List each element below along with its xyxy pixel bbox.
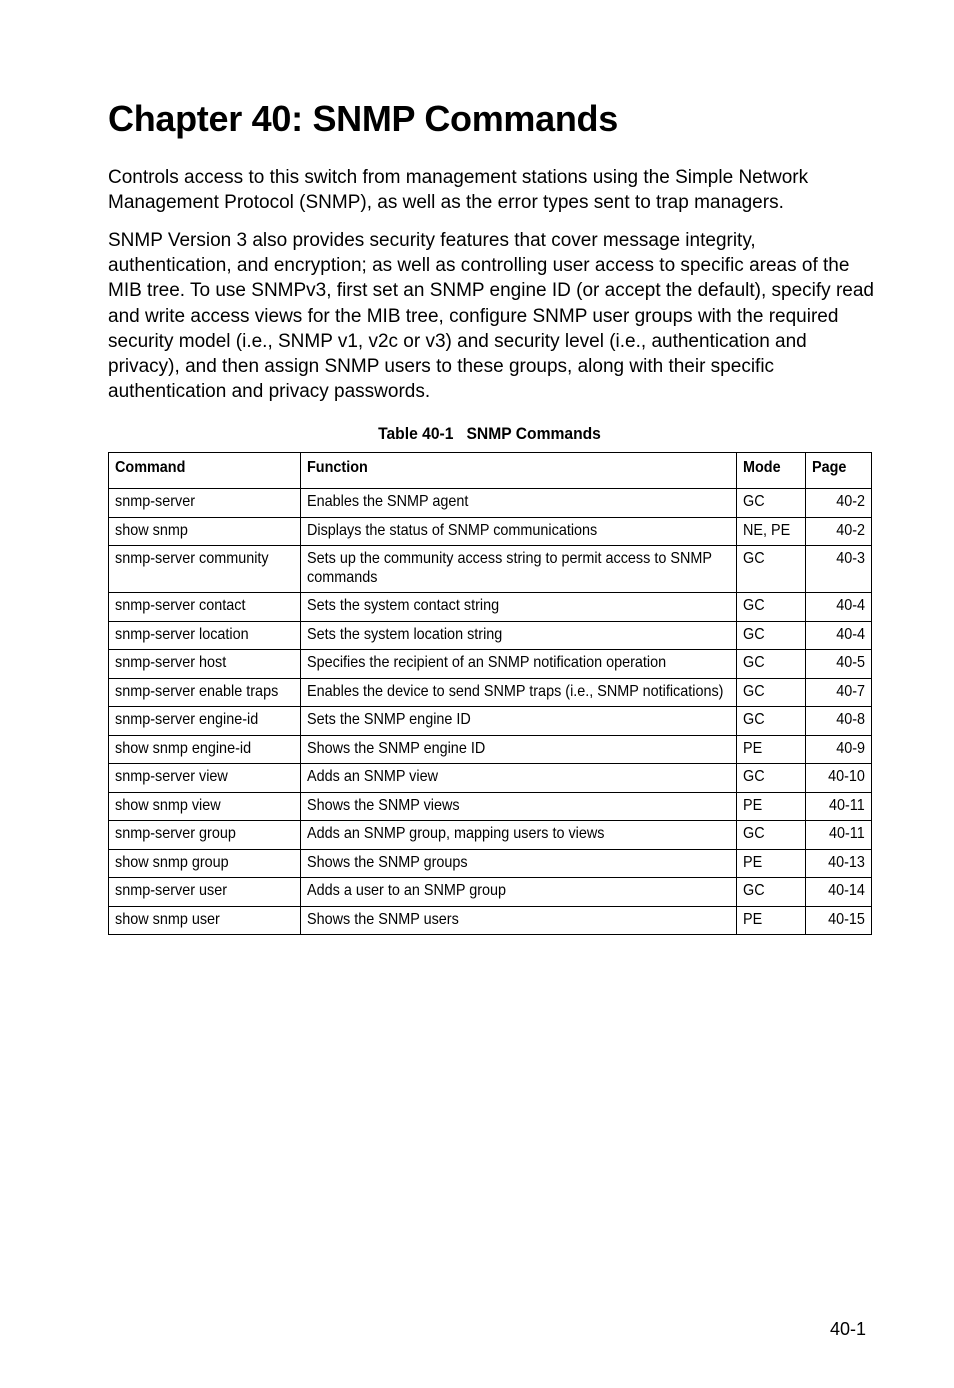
page-number: 40-1	[829, 1319, 866, 1339]
cell-mode: GC	[737, 878, 806, 907]
cell-command: snmp-server engine-id	[109, 707, 301, 736]
table-row	[109, 735, 872, 764]
intro-paragraph-1: Controls access to this switch from management stations using the Simple Network Management Protocol (SNMP), as well as the error types sent to trap managers.	[108, 167, 809, 214]
cell-mode: GC	[737, 546, 806, 593]
cell-page: 40-2	[806, 517, 872, 546]
cell-command: show snmp view	[109, 792, 301, 821]
cell-function: Adds an SNMP group, mapping users to views	[301, 821, 737, 850]
table-row	[109, 678, 872, 707]
header-command: Command	[109, 453, 301, 489]
table-row	[109, 821, 872, 850]
cell-command: snmp-server location	[109, 621, 301, 650]
cell-function: Sets up the community access string to permit access to SNMP commands	[301, 546, 737, 593]
cell-page: 40-3	[806, 546, 872, 593]
cell-function: Specifies the recipient of an SNMP notification operation	[301, 650, 737, 679]
cell-page: 40-14	[806, 878, 872, 907]
table-row	[109, 621, 872, 650]
table-row	[109, 792, 872, 821]
cell-mode: GC	[737, 650, 806, 679]
cell-command: show snmp engine-id	[109, 735, 301, 764]
cell-command: snmp-server	[109, 489, 301, 518]
cell-page: 40-10	[806, 764, 872, 793]
cell-function: Enables the device to send SNMP traps (i.e., SNMP notifications)	[301, 678, 737, 707]
table-row	[109, 517, 872, 546]
snmp-commands-table	[108, 452, 872, 935]
table-row	[109, 878, 872, 907]
cell-command: snmp-server contact	[109, 593, 301, 622]
cell-mode: PE	[737, 735, 806, 764]
cell-page: 40-2	[806, 489, 872, 518]
cell-mode: GC	[737, 764, 806, 793]
table-row	[109, 906, 872, 935]
cell-page: 40-11	[806, 792, 872, 821]
cell-page: 40-4	[806, 593, 872, 622]
cell-command: snmp-server user	[109, 878, 301, 907]
cell-function: Shows the SNMP engine ID	[301, 735, 737, 764]
cell-function: Adds a user to an SNMP group	[301, 878, 737, 907]
table-row	[109, 707, 872, 736]
cell-page: 40-4	[806, 621, 872, 650]
cell-function: Sets the system location string	[301, 621, 737, 650]
table-row	[109, 849, 872, 878]
cell-command: show snmp	[109, 517, 301, 546]
table-row	[109, 593, 872, 622]
table-body	[109, 489, 872, 935]
chapter-title: Chapter 40: SNMP Commands	[108, 98, 618, 139]
table-header-row	[109, 453, 872, 489]
cell-function: Shows the SNMP users	[301, 906, 737, 935]
cell-page: 40-7	[806, 678, 872, 707]
cell-function: Shows the SNMP views	[301, 792, 737, 821]
cell-command: snmp-server host	[109, 650, 301, 679]
cell-page: 40-11	[806, 821, 872, 850]
cell-mode: GC	[737, 489, 806, 518]
cell-mode: GC	[737, 593, 806, 622]
cell-mode: PE	[737, 849, 806, 878]
header-mode: Mode	[737, 453, 806, 489]
cell-function: Enables the SNMP agent	[301, 489, 737, 518]
table-row	[109, 546, 872, 593]
table-caption: Table 40-1 SNMP Commands	[378, 424, 601, 443]
header-function: Function	[301, 453, 737, 489]
cell-page: 40-15	[806, 906, 872, 935]
cell-function: Adds an SNMP view	[301, 764, 737, 793]
cell-page: 40-5	[806, 650, 872, 679]
cell-function: Displays the status of SNMP communications	[301, 517, 737, 546]
header-page: Page	[806, 453, 872, 489]
cell-command: show snmp user	[109, 906, 301, 935]
cell-mode: NE, PE	[737, 517, 806, 546]
cell-function: Sets the SNMP engine ID	[301, 707, 737, 736]
cell-mode: PE	[737, 792, 806, 821]
cell-mode: GC	[737, 821, 806, 850]
cell-mode: GC	[737, 707, 806, 736]
cell-command: snmp-server group	[109, 821, 301, 850]
cell-function: Shows the SNMP groups	[301, 849, 737, 878]
table-row	[109, 650, 872, 679]
cell-mode: GC	[737, 678, 806, 707]
cell-page: 40-8	[806, 707, 872, 736]
cell-page: 40-13	[806, 849, 872, 878]
cell-command: snmp-server view	[109, 764, 301, 793]
cell-mode: GC	[737, 621, 806, 650]
cell-command: snmp-server community	[109, 546, 301, 593]
table-row	[109, 489, 872, 518]
intro-paragraph-2: SNMP Version 3 also provides security features that cover message integrity, authentication, and encryption; as well as controlling user access to specific areas of the MIB tree. To use SNMPv3, first set an SNMP engine ID (or accept the default), specify read and write access views for the MIB tree, configure SNMP user groups with the required security model (i.e., SNMP v1, v2c or v3) and security level (i.e., authentication and privacy), and then assign SNMP users to these groups, along with their specific authentication and privacy passwords.	[108, 230, 874, 403]
cell-function: Sets the system contact string	[301, 593, 737, 622]
cell-page: 40-9	[806, 735, 872, 764]
cell-command: snmp-server enable traps	[109, 678, 301, 707]
cell-command: show snmp group	[109, 849, 301, 878]
table-row	[109, 764, 872, 793]
cell-mode: PE	[737, 906, 806, 935]
